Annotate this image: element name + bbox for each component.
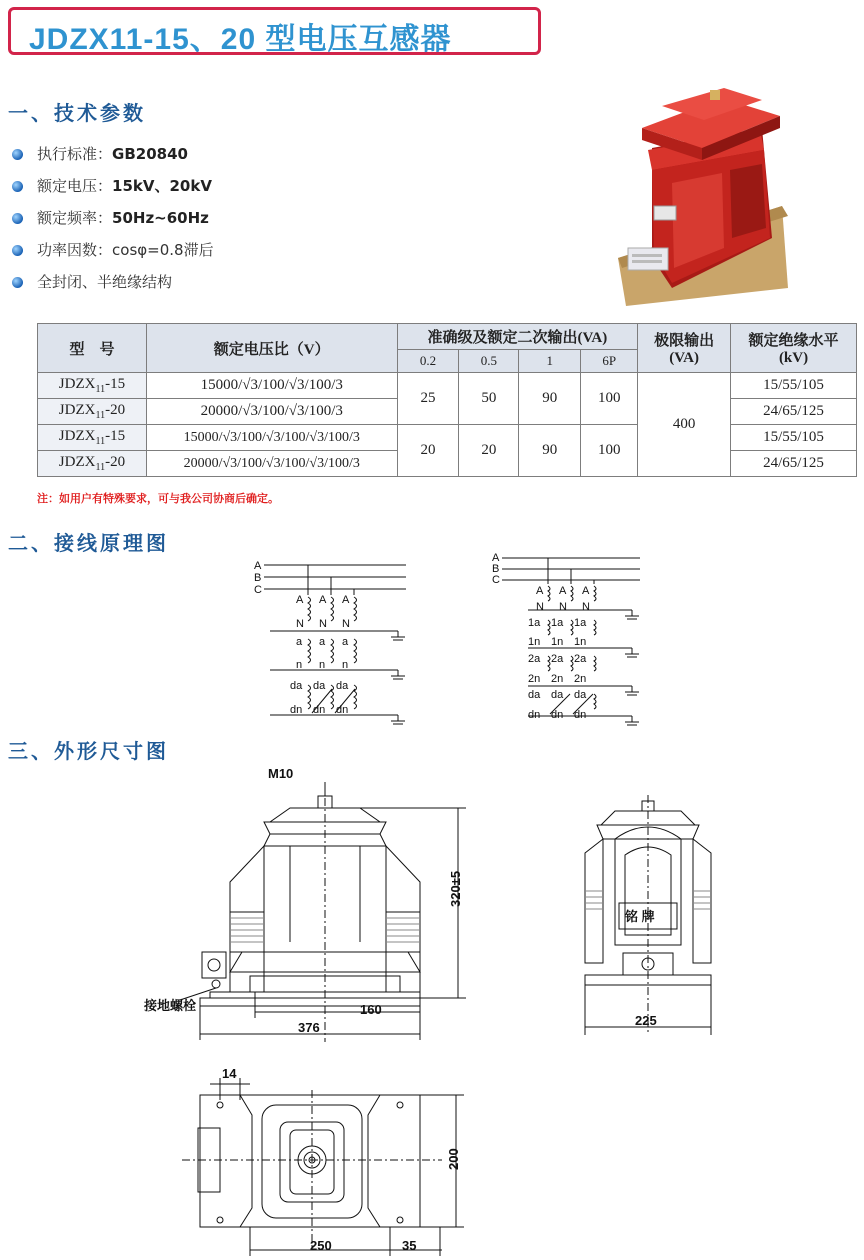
spec-item: 执行标准： GB20840 bbox=[12, 138, 214, 170]
svg-text:2n: 2n bbox=[528, 673, 541, 685]
spec-item: 功率因数： cosφ=0.8滞后 bbox=[12, 234, 214, 266]
header-insulation: 额定绝缘水平 (kV) bbox=[731, 324, 857, 373]
svg-text:dn: dn bbox=[290, 704, 303, 716]
svg-text:1n: 1n bbox=[574, 636, 587, 648]
title-box bbox=[8, 7, 541, 55]
nameplate-label: 铭 牌 bbox=[625, 909, 655, 924]
parameter-table bbox=[37, 323, 857, 477]
output-cell: 90 bbox=[519, 373, 581, 425]
table-row bbox=[38, 425, 857, 451]
svg-text:1n: 1n bbox=[551, 636, 564, 648]
ratio-cell: 20000/√3/100/√3/100/3 bbox=[146, 399, 397, 425]
insulation-cell: 24/65/125 bbox=[731, 451, 857, 477]
limit-output-cell: 400 bbox=[638, 373, 731, 477]
section-2-title: 二、接线原理图 bbox=[8, 531, 169, 555]
svg-text:A: A bbox=[342, 594, 350, 606]
svg-text:N: N bbox=[582, 601, 590, 613]
header-model: 型 号 bbox=[38, 324, 147, 373]
header-class: 1 bbox=[519, 350, 581, 373]
output-cell: 100 bbox=[581, 373, 638, 425]
ratio-cell: 20000/√3/100/√3/100/√3/100/3 bbox=[146, 451, 397, 477]
dim-250: 250 bbox=[310, 1238, 332, 1253]
phase-label: B bbox=[254, 572, 262, 584]
svg-text:B: B bbox=[492, 563, 500, 575]
product-photo bbox=[612, 88, 792, 308]
svg-text:n: n bbox=[296, 659, 303, 671]
bullet-icon bbox=[12, 245, 23, 256]
header-accuracy: 准确级及额定二次输出(VA) bbox=[397, 324, 638, 350]
svg-text:da: da bbox=[574, 689, 587, 701]
svg-text:dn: dn bbox=[336, 704, 349, 716]
svg-text:A: A bbox=[536, 585, 544, 597]
phase-label: A bbox=[254, 560, 262, 572]
note-text: 注：如用户有特殊要求，可与我公司协商后确定。 bbox=[37, 492, 279, 505]
svg-text:A: A bbox=[492, 552, 500, 564]
svg-text:da: da bbox=[528, 689, 541, 701]
bullet-icon bbox=[12, 277, 23, 288]
header-class: 6P bbox=[581, 350, 638, 373]
svg-text:n: n bbox=[342, 659, 349, 671]
header-class: 0.2 bbox=[397, 350, 459, 373]
dim-225: 225 bbox=[635, 1013, 657, 1028]
side-view-drawing bbox=[575, 795, 725, 1040]
output-cell: 100 bbox=[581, 425, 638, 477]
svg-text:dn: dn bbox=[528, 709, 541, 721]
svg-text:N: N bbox=[559, 601, 567, 613]
svg-text:A: A bbox=[319, 594, 327, 606]
svg-text:a: a bbox=[319, 636, 326, 648]
model-cell: $JDZX_{11}-20$ bbox=[38, 451, 147, 477]
svg-text:2a: 2a bbox=[551, 653, 564, 665]
wiring-diagram-right bbox=[488, 548, 648, 728]
section-1-title: 一、技术参数 bbox=[8, 101, 146, 125]
spec-item: 额定电压： 15kV、20kV bbox=[12, 170, 214, 202]
svg-text:dn: dn bbox=[574, 709, 587, 721]
svg-text:da: da bbox=[290, 680, 303, 692]
svg-text:N: N bbox=[296, 618, 304, 630]
svg-text:1n: 1n bbox=[528, 636, 541, 648]
phase-label: C bbox=[254, 584, 262, 596]
svg-text:1a: 1a bbox=[528, 617, 541, 629]
dim-bolt: M10 bbox=[268, 766, 294, 781]
svg-text:2n: 2n bbox=[551, 673, 564, 685]
page-title: JDZX11-15、20 型电压互感器 bbox=[29, 23, 452, 56]
ratio-cell: 15000/√3/100/√3/100/√3/100/3 bbox=[146, 425, 397, 451]
svg-text:da: da bbox=[313, 680, 326, 692]
svg-text:2a: 2a bbox=[528, 653, 541, 665]
header-limit: 极限输出 (VA) bbox=[638, 324, 731, 373]
table-row bbox=[38, 373, 857, 399]
output-cell: 20 bbox=[459, 425, 519, 477]
dim-35: 35 bbox=[402, 1238, 417, 1253]
output-cell: 50 bbox=[459, 373, 519, 425]
dim-height: 320±5 bbox=[448, 870, 463, 907]
svg-text:a: a bbox=[342, 636, 349, 648]
model-cell: $JDZX_{11}-15$ bbox=[38, 373, 147, 399]
bullet-icon bbox=[12, 181, 23, 192]
svg-text:da: da bbox=[336, 680, 349, 692]
output-cell: 25 bbox=[397, 373, 459, 425]
svg-text:N: N bbox=[342, 618, 350, 630]
ratio-cell: 15000/√3/100/√3/100/3 bbox=[146, 373, 397, 399]
output-cell: 20 bbox=[397, 425, 459, 477]
svg-text:dn: dn bbox=[313, 704, 326, 716]
dim-14: 14 bbox=[222, 1066, 237, 1081]
model-cell: $JDZX_{11}-15$ bbox=[38, 425, 147, 451]
wiring-diagram-left bbox=[250, 555, 420, 730]
spec-list bbox=[12, 138, 214, 298]
svg-text:A: A bbox=[296, 594, 304, 606]
front-view-drawing bbox=[140, 762, 480, 1042]
dim-200: 200 bbox=[446, 1148, 461, 1170]
spec-item: 全封闭、半绝缘结构 bbox=[12, 266, 214, 298]
insulation-cell: 24/65/125 bbox=[731, 399, 857, 425]
output-cell: 90 bbox=[519, 425, 581, 477]
header-ratio: 额定电压比（V） bbox=[146, 324, 397, 373]
bullet-icon bbox=[12, 213, 23, 224]
svg-text:dn: dn bbox=[551, 709, 564, 721]
svg-text:n: n bbox=[319, 659, 326, 671]
dim-160: 160 bbox=[360, 1002, 382, 1017]
svg-text:1a: 1a bbox=[551, 617, 564, 629]
model-cell: $JDZX_{11}-20$ bbox=[38, 399, 147, 425]
svg-text:da: da bbox=[551, 689, 564, 701]
svg-text:A: A bbox=[582, 585, 590, 597]
spec-item: 额定频率： 50Hz~60Hz bbox=[12, 202, 214, 234]
insulation-cell: 15/55/105 bbox=[731, 373, 857, 399]
svg-text:A: A bbox=[559, 585, 567, 597]
header-class: 0.5 bbox=[459, 350, 519, 373]
svg-text:N: N bbox=[319, 618, 327, 630]
ground-bolt-label: 接地螺栓 bbox=[144, 998, 197, 1013]
bullet-icon bbox=[12, 149, 23, 160]
dim-376: 376 bbox=[298, 1020, 320, 1035]
insulation-cell: 15/55/105 bbox=[731, 425, 857, 451]
svg-text:1a: 1a bbox=[574, 617, 587, 629]
section-3-title: 三、外形尺寸图 bbox=[8, 739, 169, 763]
svg-text:a: a bbox=[296, 636, 303, 648]
svg-text:2a: 2a bbox=[574, 653, 587, 665]
svg-text:2n: 2n bbox=[574, 673, 587, 685]
top-view-drawing bbox=[180, 1060, 475, 1258]
svg-text:C: C bbox=[492, 574, 500, 586]
svg-text:N: N bbox=[536, 601, 544, 613]
